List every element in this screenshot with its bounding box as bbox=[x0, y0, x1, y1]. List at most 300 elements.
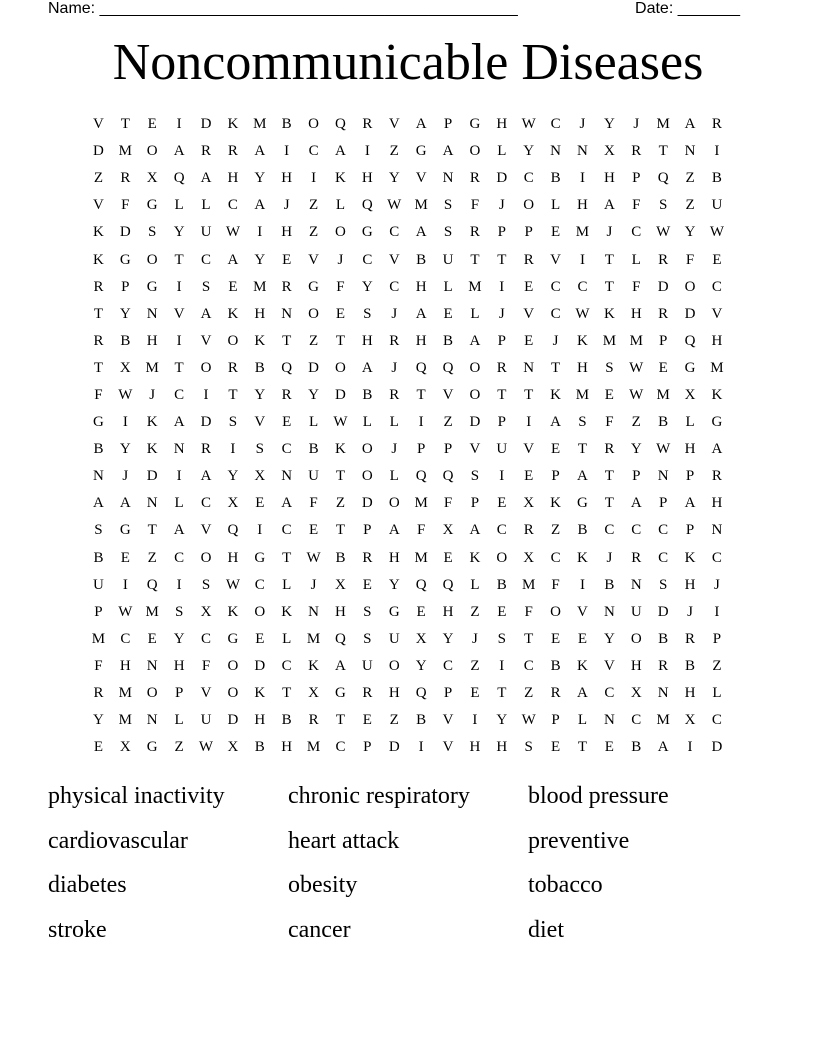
grid-letter[interactable]: E bbox=[658, 359, 668, 376]
grid-letter[interactable]: J bbox=[391, 305, 398, 322]
grid-letter[interactable]: M bbox=[414, 549, 428, 566]
grid-letter[interactable]: A bbox=[415, 305, 427, 322]
grid-letter[interactable]: D bbox=[657, 278, 669, 295]
grid-letter[interactable]: Y bbox=[254, 170, 266, 187]
grid-letter[interactable]: V bbox=[173, 305, 185, 322]
grid-letter[interactable]: I bbox=[176, 576, 182, 593]
grid-letter[interactable]: Y bbox=[684, 224, 696, 241]
grid-letter[interactable]: D bbox=[93, 143, 104, 160]
grid-letter[interactable]: T bbox=[658, 143, 668, 160]
grid-letter[interactable]: T bbox=[335, 712, 346, 729]
grid-letter[interactable]: N bbox=[93, 468, 104, 485]
grid-letter[interactable]: P bbox=[497, 332, 506, 349]
grid-letter[interactable]: D bbox=[469, 414, 481, 431]
grid-letter[interactable]: Z bbox=[685, 197, 695, 214]
grid-letter[interactable]: K bbox=[146, 441, 158, 458]
grid-letter[interactable]: O bbox=[335, 224, 346, 241]
grid-letter[interactable]: R bbox=[658, 251, 669, 268]
grid-letter[interactable]: J bbox=[149, 386, 156, 403]
grid-letter[interactable]: A bbox=[173, 522, 185, 539]
grid-letter[interactable]: K bbox=[335, 170, 346, 187]
grid-letter[interactable]: H bbox=[254, 712, 266, 729]
grid-letter[interactable]: K bbox=[469, 549, 481, 566]
grid-letter[interactable]: S bbox=[363, 630, 372, 647]
grid-letter[interactable]: N bbox=[657, 685, 669, 702]
grid-letter[interactable]: O bbox=[146, 143, 158, 160]
grid-letter[interactable]: Z bbox=[470, 657, 480, 674]
grid-letter[interactable]: Q bbox=[335, 116, 346, 133]
grid-letter[interactable]: T bbox=[470, 251, 480, 268]
grid-letter[interactable]: M bbox=[656, 712, 670, 729]
grid-letter[interactable]: A bbox=[200, 170, 212, 187]
grid-letter[interactable]: H bbox=[684, 441, 696, 458]
grid-letter[interactable]: R bbox=[550, 685, 561, 702]
grid-letter[interactable]: N bbox=[657, 468, 669, 485]
grid-letter[interactable]: H bbox=[577, 359, 588, 376]
grid-letter[interactable]: O bbox=[254, 603, 266, 620]
grid-letter[interactable]: B bbox=[308, 441, 319, 458]
grid-letter[interactable]: O bbox=[388, 495, 400, 512]
grid-letter[interactable]: E bbox=[255, 630, 265, 647]
grid-letter[interactable]: M bbox=[118, 712, 132, 729]
grid-letter[interactable]: O bbox=[469, 143, 481, 160]
grid-letter[interactable]: D bbox=[388, 739, 400, 756]
grid-letter[interactable]: T bbox=[604, 495, 614, 512]
grid-letter[interactable]: F bbox=[201, 657, 211, 674]
grid-letter[interactable]: M bbox=[253, 116, 267, 133]
grid-letter[interactable]: B bbox=[711, 170, 722, 187]
grid-letter[interactable]: H bbox=[227, 549, 239, 566]
grid-letter[interactable]: I bbox=[311, 170, 317, 187]
grid-letter[interactable]: T bbox=[335, 332, 346, 349]
grid-letter[interactable]: F bbox=[470, 197, 480, 214]
grid-letter[interactable]: W bbox=[656, 224, 671, 241]
grid-letter[interactable]: P bbox=[685, 522, 695, 539]
grid-letter[interactable]: H bbox=[146, 332, 158, 349]
grid-letter[interactable]: Z bbox=[308, 332, 319, 349]
grid-letter[interactable]: H bbox=[281, 170, 293, 187]
grid-letter[interactable]: F bbox=[94, 386, 103, 403]
grid-letter[interactable]: R bbox=[227, 359, 238, 376]
grid-letter[interactable]: C bbox=[201, 630, 212, 647]
grid-letter[interactable]: J bbox=[498, 305, 505, 322]
grid-letter[interactable]: J bbox=[391, 359, 398, 376]
grid-letter[interactable]: C bbox=[201, 251, 212, 268]
grid-letter[interactable]: G bbox=[335, 685, 346, 702]
grid-letter[interactable]: T bbox=[282, 549, 292, 566]
grid-letter[interactable]: X bbox=[630, 685, 642, 702]
grid-letter[interactable]: I bbox=[257, 522, 263, 539]
grid-letter[interactable]: G bbox=[711, 414, 723, 431]
grid-letter[interactable]: C bbox=[443, 657, 454, 674]
grid-letter[interactable]: O bbox=[146, 685, 158, 702]
grid-letter[interactable]: H bbox=[388, 685, 400, 702]
grid-letter[interactable]: A bbox=[254, 197, 266, 214]
grid-letter[interactable]: E bbox=[604, 386, 614, 403]
grid-letter[interactable]: I bbox=[203, 386, 209, 403]
grid-letter[interactable]: N bbox=[281, 468, 293, 485]
grid-letter[interactable]: E bbox=[443, 549, 453, 566]
grid-letter[interactable]: N bbox=[550, 143, 561, 160]
grid-letter[interactable]: X bbox=[227, 739, 239, 756]
grid-letter[interactable]: J bbox=[579, 116, 586, 133]
grid-letter[interactable]: Q bbox=[442, 576, 454, 593]
grid-letter[interactable]: Z bbox=[470, 603, 480, 620]
grid-letter[interactable]: E bbox=[551, 224, 561, 241]
grid-letter[interactable]: S bbox=[443, 197, 453, 214]
grid-letter[interactable]: P bbox=[443, 685, 453, 702]
grid-letter[interactable]: A bbox=[577, 685, 588, 702]
grid-letter[interactable]: T bbox=[604, 251, 614, 268]
grid-letter[interactable]: I bbox=[526, 414, 532, 431]
grid-letter[interactable]: A bbox=[684, 116, 696, 133]
grid-letter[interactable]: E bbox=[712, 251, 722, 268]
grid-letter[interactable]: B bbox=[631, 739, 642, 756]
grid-letter[interactable]: G bbox=[361, 224, 373, 241]
grid-letter[interactable]: K bbox=[550, 495, 561, 512]
grid-letter[interactable]: K bbox=[227, 116, 239, 133]
grid-letter[interactable]: U bbox=[200, 224, 212, 241]
grid-letter[interactable]: S bbox=[605, 359, 614, 376]
grid-letter[interactable]: A bbox=[469, 332, 481, 349]
grid-letter[interactable]: N bbox=[603, 712, 615, 729]
grid-letter[interactable]: D bbox=[308, 359, 319, 376]
grid-letter[interactable]: H bbox=[442, 603, 454, 620]
grid-letter[interactable]: V bbox=[550, 251, 561, 268]
grid-letter[interactable]: U bbox=[388, 630, 400, 647]
grid-letter[interactable]: S bbox=[363, 305, 372, 322]
grid-letter[interactable]: T bbox=[604, 468, 614, 485]
grid-letter[interactable]: M bbox=[118, 685, 132, 702]
grid-letter[interactable]: B bbox=[281, 116, 292, 133]
grid-letter[interactable]: J bbox=[687, 603, 693, 620]
grid-letter[interactable]: K bbox=[711, 386, 723, 403]
grid-letter[interactable]: E bbox=[282, 414, 292, 431]
grid-letter[interactable]: E bbox=[416, 603, 426, 620]
grid-letter[interactable]: R bbox=[389, 386, 400, 403]
grid-letter[interactable]: X bbox=[308, 685, 319, 702]
grid-letter[interactable]: Z bbox=[308, 197, 319, 214]
grid-letter[interactable]: N bbox=[630, 576, 642, 593]
grid-letter[interactable]: J bbox=[552, 332, 559, 349]
grid-letter[interactable]: L bbox=[174, 495, 184, 512]
grid-letter[interactable]: B bbox=[120, 332, 131, 349]
grid-letter[interactable]: A bbox=[577, 468, 588, 485]
grid-letter[interactable]: D bbox=[200, 116, 212, 133]
grid-letter[interactable]: L bbox=[308, 414, 319, 431]
grid-letter[interactable]: Z bbox=[443, 414, 453, 431]
grid-letter[interactable]: P bbox=[712, 630, 722, 647]
grid-letter[interactable]: U bbox=[630, 603, 642, 620]
grid-letter[interactable]: W bbox=[118, 603, 133, 620]
grid-letter[interactable]: J bbox=[498, 197, 505, 214]
grid-letter[interactable]: T bbox=[497, 386, 507, 403]
grid-letter[interactable]: M bbox=[575, 224, 590, 241]
grid-letter[interactable]: W bbox=[118, 386, 133, 403]
grid-letter[interactable]: N bbox=[577, 143, 588, 160]
grid-letter[interactable]: Q bbox=[227, 522, 239, 539]
grid-letter[interactable]: I bbox=[418, 739, 424, 756]
grid-letter[interactable]: F bbox=[632, 197, 641, 214]
grid-letter[interactable]: R bbox=[308, 712, 319, 729]
grid-letter[interactable]: L bbox=[174, 197, 184, 214]
grid-letter[interactable]: X bbox=[254, 468, 266, 485]
grid-letter[interactable]: V bbox=[523, 305, 535, 322]
grid-letter[interactable]: M bbox=[602, 332, 617, 349]
grid-letter[interactable]: A bbox=[281, 495, 293, 512]
grid-letter[interactable]: T bbox=[577, 441, 588, 458]
grid-letter[interactable]: C bbox=[174, 549, 185, 566]
grid-letter[interactable]: G bbox=[227, 630, 239, 647]
grid-letter[interactable]: T bbox=[174, 359, 184, 376]
grid-letter[interactable]: I bbox=[499, 468, 505, 485]
grid-letter[interactable]: S bbox=[201, 576, 211, 593]
grid-letter[interactable]: E bbox=[551, 739, 561, 756]
grid-letter[interactable]: P bbox=[632, 468, 641, 485]
grid-letter[interactable]: W bbox=[333, 414, 348, 431]
grid-letter[interactable]: E bbox=[147, 116, 157, 133]
grid-letter[interactable]: N bbox=[684, 143, 696, 160]
grid-letter[interactable]: N bbox=[523, 359, 535, 376]
grid-letter[interactable]: S bbox=[174, 603, 184, 620]
grid-letter[interactable]: A bbox=[657, 739, 669, 756]
grid-letter[interactable]: K bbox=[227, 305, 239, 322]
grid-letter[interactable]: W bbox=[709, 224, 725, 241]
grid-letter[interactable]: N bbox=[711, 522, 723, 539]
grid-letter[interactable]: K bbox=[308, 657, 319, 674]
grid-letter[interactable]: P bbox=[470, 495, 480, 512]
grid-letter[interactable]: D bbox=[146, 468, 158, 485]
grid-letter[interactable]: I bbox=[122, 576, 128, 593]
grid-letter[interactable]: T bbox=[497, 685, 507, 702]
grid-letter[interactable]: T bbox=[93, 305, 104, 322]
grid-letter[interactable]: K bbox=[684, 549, 696, 566]
grid-letter[interactable]: E bbox=[362, 576, 372, 593]
grid-letter[interactable]: I bbox=[176, 116, 182, 133]
grid-letter[interactable]: Z bbox=[93, 170, 104, 187]
grid-letter[interactable]: D bbox=[200, 414, 212, 431]
grid-letter[interactable]: Q bbox=[415, 359, 427, 376]
grid-letter[interactable]: V bbox=[415, 170, 427, 187]
grid-letter[interactable]: K bbox=[577, 332, 588, 349]
grid-letter[interactable]: O bbox=[227, 657, 239, 674]
grid-letter[interactable]: Q bbox=[281, 359, 293, 376]
grid-letter[interactable]: F bbox=[336, 278, 345, 295]
grid-letter[interactable]: V bbox=[93, 197, 104, 214]
grid-letter[interactable]: Y bbox=[603, 630, 615, 647]
grid-letter[interactable]: V bbox=[388, 251, 400, 268]
grid-letter[interactable]: O bbox=[469, 359, 481, 376]
grid-letter[interactable]: K bbox=[254, 332, 266, 349]
grid-letter[interactable]: R bbox=[362, 685, 373, 702]
grid-letter[interactable]: R bbox=[281, 386, 292, 403]
grid-letter[interactable]: P bbox=[443, 116, 453, 133]
grid-letter[interactable]: I bbox=[499, 657, 505, 674]
grid-letter[interactable]: E bbox=[93, 739, 104, 756]
grid-letter[interactable]: C bbox=[658, 522, 669, 539]
grid-letter[interactable]: V bbox=[711, 305, 723, 322]
grid-letter[interactable]: P bbox=[497, 414, 506, 431]
grid-letter[interactable]: F bbox=[632, 278, 641, 295]
grid-letter[interactable]: J bbox=[633, 116, 640, 133]
grid-letter[interactable]: H bbox=[469, 739, 481, 756]
grid-letter[interactable]: Z bbox=[174, 739, 184, 756]
grid-letter[interactable]: E bbox=[497, 495, 507, 512]
grid-letter[interactable]: Z bbox=[389, 712, 399, 729]
grid-letter[interactable]: W bbox=[521, 116, 536, 133]
grid-letter[interactable]: G bbox=[684, 359, 696, 376]
grid-letter[interactable]: Z bbox=[308, 224, 319, 241]
grid-letter[interactable]: E bbox=[362, 712, 372, 729]
grid-letter[interactable]: J bbox=[283, 197, 290, 214]
grid-letter[interactable]: A bbox=[173, 143, 185, 160]
grid-letter[interactable]: R bbox=[93, 685, 104, 702]
grid-letter[interactable]: Z bbox=[147, 549, 157, 566]
grid-letter[interactable]: V bbox=[200, 332, 212, 349]
grid-letter[interactable]: W bbox=[629, 359, 644, 376]
grid-letter[interactable]: B bbox=[335, 549, 346, 566]
grid-letter[interactable]: L bbox=[174, 712, 184, 729]
grid-letter[interactable]: A bbox=[119, 495, 131, 512]
grid-letter[interactable]: V bbox=[442, 712, 454, 729]
grid-letter[interactable]: H bbox=[388, 549, 400, 566]
grid-letter[interactable]: L bbox=[282, 630, 292, 647]
grid-letter[interactable]: C bbox=[631, 712, 642, 729]
grid-letter[interactable]: P bbox=[94, 603, 103, 620]
grid-letter[interactable]: M bbox=[656, 386, 670, 403]
grid-letter[interactable]: O bbox=[550, 603, 561, 620]
grid-letter[interactable]: P bbox=[121, 278, 130, 295]
grid-letter[interactable]: Z bbox=[335, 495, 346, 512]
grid-letter[interactable]: C bbox=[227, 197, 238, 214]
grid-letter[interactable]: A bbox=[93, 495, 104, 512]
grid-letter[interactable]: Q bbox=[173, 170, 185, 187]
grid-letter[interactable]: C bbox=[550, 549, 561, 566]
grid-letter[interactable]: N bbox=[146, 495, 158, 512]
grid-letter[interactable]: L bbox=[497, 143, 507, 160]
grid-letter[interactable]: P bbox=[551, 712, 560, 729]
grid-letter[interactable]: R bbox=[469, 170, 480, 187]
grid-letter[interactable]: X bbox=[119, 739, 131, 756]
grid-letter[interactable]: A bbox=[684, 495, 696, 512]
grid-letter[interactable]: Y bbox=[415, 657, 427, 674]
grid-letter[interactable]: X bbox=[684, 386, 696, 403]
grid-letter[interactable]: V bbox=[577, 603, 588, 620]
grid-letter[interactable]: R bbox=[281, 278, 292, 295]
grid-letter[interactable]: Y bbox=[254, 251, 266, 268]
grid-letter[interactable]: V bbox=[308, 251, 319, 268]
grid-letter[interactable]: B bbox=[93, 441, 104, 458]
grid-letter[interactable]: C bbox=[577, 278, 588, 295]
grid-letter[interactable]: D bbox=[657, 603, 669, 620]
grid-letter[interactable]: H bbox=[173, 657, 185, 674]
grid-letter[interactable]: J bbox=[391, 441, 398, 458]
grid-letter[interactable]: X bbox=[523, 549, 535, 566]
grid-letter[interactable]: F bbox=[416, 522, 426, 539]
grid-letter[interactable]: P bbox=[363, 522, 372, 539]
grid-letter[interactable]: Y bbox=[119, 305, 131, 322]
grid-letter[interactable]: T bbox=[416, 386, 426, 403]
grid-letter[interactable]: E bbox=[308, 522, 319, 539]
grid-letter[interactable]: F bbox=[524, 603, 533, 620]
grid-letter[interactable]: M bbox=[145, 603, 159, 620]
grid-letter[interactable]: M bbox=[306, 630, 321, 647]
grid-letter[interactable]: U bbox=[496, 441, 508, 458]
grid-letter[interactable]: C bbox=[711, 549, 722, 566]
grid-letter[interactable]: O bbox=[200, 359, 212, 376]
grid-letter[interactable]: M bbox=[656, 116, 670, 133]
grid-letter[interactable]: N bbox=[146, 305, 158, 322]
grid-letter[interactable]: A bbox=[254, 143, 266, 160]
grid-letter[interactable]: R bbox=[711, 468, 722, 485]
grid-letter[interactable]: P bbox=[443, 441, 453, 458]
grid-letter[interactable]: I bbox=[579, 251, 585, 268]
grid-letter[interactable]: C bbox=[711, 712, 722, 729]
grid-letter[interactable]: T bbox=[604, 278, 614, 295]
grid-letter[interactable]: B bbox=[658, 414, 669, 431]
grid-letter[interactable]: C bbox=[281, 522, 292, 539]
grid-letter[interactable]: F bbox=[605, 414, 614, 431]
grid-letter[interactable]: S bbox=[94, 522, 103, 539]
grid-letter[interactable]: D bbox=[361, 495, 373, 512]
grid-letter[interactable]: O bbox=[361, 441, 373, 458]
grid-letter[interactable]: L bbox=[470, 305, 480, 322]
grid-letter[interactable]: L bbox=[335, 197, 346, 214]
grid-letter[interactable]: Z bbox=[685, 170, 695, 187]
grid-letter[interactable]: R bbox=[201, 143, 212, 160]
grid-letter[interactable]: A bbox=[200, 305, 212, 322]
grid-letter[interactable]: P bbox=[524, 224, 533, 241]
grid-letter[interactable]: E bbox=[470, 685, 480, 702]
grid-letter[interactable]: X bbox=[442, 522, 454, 539]
grid-letter[interactable]: W bbox=[198, 739, 214, 756]
grid-letter[interactable]: T bbox=[335, 468, 346, 485]
grid-letter[interactable]: M bbox=[414, 495, 428, 512]
grid-letter[interactable]: C bbox=[631, 522, 642, 539]
grid-letter[interactable]: E bbox=[443, 305, 453, 322]
grid-letter[interactable]: Q bbox=[335, 630, 346, 647]
grid-letter[interactable]: Y bbox=[388, 170, 400, 187]
grid-letter[interactable]: V bbox=[603, 657, 615, 674]
grid-letter[interactable]: M bbox=[91, 630, 106, 647]
grid-letter[interactable]: Y bbox=[603, 116, 615, 133]
grid-letter[interactable]: C bbox=[120, 630, 131, 647]
grid-letter[interactable]: H bbox=[684, 576, 696, 593]
grid-letter[interactable]: X bbox=[684, 712, 696, 729]
grid-letter[interactable]: C bbox=[281, 657, 292, 674]
grid-letter[interactable]: L bbox=[443, 278, 453, 295]
grid-letter[interactable]: A bbox=[550, 414, 561, 431]
grid-letter[interactable]: K bbox=[281, 603, 293, 620]
grid-letter[interactable]: K bbox=[550, 386, 561, 403]
grid-letter[interactable]: M bbox=[118, 143, 132, 160]
grid-letter[interactable]: A bbox=[173, 414, 185, 431]
grid-letter[interactable]: W bbox=[225, 576, 240, 593]
grid-letter[interactable]: I bbox=[284, 143, 290, 160]
grid-letter[interactable]: A bbox=[415, 116, 427, 133]
grid-letter[interactable]: N bbox=[146, 657, 158, 674]
grid-letter[interactable]: L bbox=[282, 576, 292, 593]
grid-letter[interactable]: S bbox=[201, 278, 211, 295]
grid-letter[interactable]: H bbox=[415, 278, 427, 295]
grid-letter[interactable]: H bbox=[711, 495, 723, 512]
grid-letter[interactable]: L bbox=[577, 712, 588, 729]
grid-letter[interactable]: M bbox=[253, 278, 267, 295]
grid-letter[interactable]: E bbox=[335, 305, 346, 322]
grid-letter[interactable]: G bbox=[308, 278, 319, 295]
grid-letter[interactable]: H bbox=[281, 224, 293, 241]
grid-letter[interactable]: S bbox=[148, 224, 157, 241]
